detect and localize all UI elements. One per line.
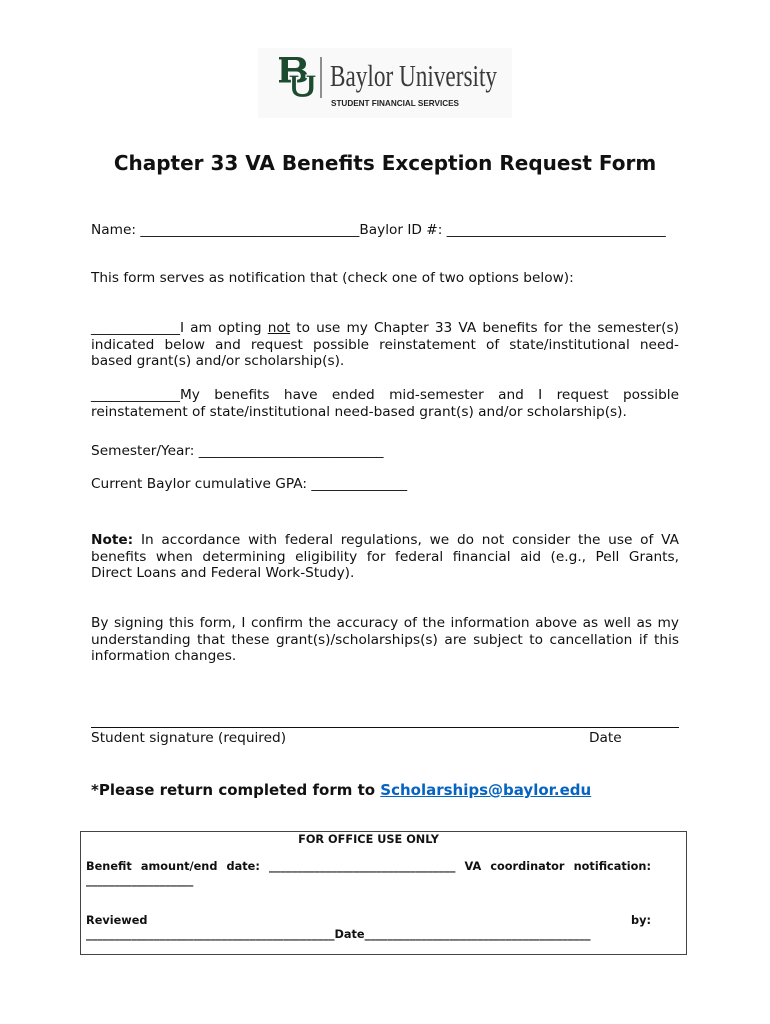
note-line-1 — [91, 532, 679, 549]
reviewed-blank: ____________________________________________ — [86, 928, 335, 941]
attestation-line-2: understanding that these grant(s)/scholarships(s) are subject to cancellation if this — [91, 631, 679, 648]
name-and-id-row — [91, 222, 679, 239]
note-line-2: benefits when determining eligibility for federal financial aid (e.g., Pell Grants, — [91, 548, 679, 565]
semester-label: Semester/Year: — [91, 443, 199, 459]
logo-wordmark: Baylor University — [330, 58, 498, 93]
note-line-3: Direct Loans and Federal Work-Study). — [91, 565, 355, 581]
signature-label: Student signature (required) — [91, 730, 287, 746]
option-2-blank: _____________ — [91, 387, 180, 403]
return-text: *Please return completed form to — [91, 781, 381, 799]
attestation-line-1: By signing this form, I confirm the accuracy of the information above as well as my — [91, 615, 679, 631]
name-blank: ________________________________ — [140, 222, 360, 238]
return-instructions — [91, 781, 591, 799]
attestation-line-3: information changes. — [91, 648, 237, 664]
benefit-label: Benefit amount/end date: — [86, 860, 260, 873]
gpa-label: Current Baylor cumulative GPA: — [91, 476, 312, 492]
note-text-1: In accordance with federal regulations, we do not consider the use of VA — [140, 532, 679, 548]
option-2-line-1 — [91, 387, 679, 404]
benefit-blank: _________________________________ — [268, 860, 456, 873]
baylor-logo-graphic — [258, 48, 512, 118]
office-date-label: Date — [334, 928, 365, 941]
signature-line — [91, 727, 679, 728]
option-1-emphasis: not — [267, 320, 291, 336]
option-1-text-before: I am opting — [179, 320, 268, 336]
signature-date-label: Date — [589, 730, 622, 746]
reviewed-label: Reviewed — [86, 914, 148, 927]
office-reviewed-row — [86, 914, 651, 928]
gpa-row — [91, 476, 679, 493]
semester-blank: ___________________________ — [198, 443, 384, 459]
gpa-blank: ______________ — [311, 476, 408, 492]
baylor-id-label: Baylor ID #: — [359, 222, 447, 238]
office-use-heading: FOR OFFICE USE ONLY — [298, 833, 439, 846]
option-1-text-after: to use my Chapter 33 VA benefits for the semester(s) — [290, 320, 679, 336]
va-coordinator-blank: ___________________ — [86, 874, 194, 887]
option-1-line-1 — [91, 320, 679, 337]
option-1-line-2: indicated below and request possible reinstatement of state/institutional need- — [91, 336, 679, 353]
name-label: Name: — [91, 222, 141, 238]
option-1-line-3: based grant(s) and/or scholarship(s). — [91, 353, 345, 369]
reviewed-by-label: by: — [631, 914, 651, 927]
office-date-blank: ________________________________________ — [364, 928, 591, 941]
baylor-id-blank: ________________________________ — [446, 222, 666, 238]
form-title: Chapter 33 VA Benefits Exception Request Form — [113, 151, 657, 175]
logo-department: STUDENT FINANCIAL SERVICES — [331, 98, 460, 108]
office-benefit-row — [86, 860, 651, 874]
office-date-row — [86, 928, 651, 942]
intro-text: This form serves as notification that (check one of two options below): — [91, 270, 574, 286]
option-1-blank: _____________ — [91, 320, 180, 336]
note-label: Note: — [91, 532, 134, 548]
va-coordinator-label: VA coordinator notification: — [464, 860, 651, 873]
baylor-logo — [258, 48, 512, 118]
scholarships-email-link[interactable]: Scholarships@baylor.edu — [380, 781, 592, 799]
option-2-text: My benefits have ended mid-semester and I request possible — [179, 387, 679, 403]
option-2-line-2: reinstatement of state/institutional need-based grant(s) and/or scholarship(s). — [91, 403, 627, 420]
semester-row — [91, 443, 679, 460]
